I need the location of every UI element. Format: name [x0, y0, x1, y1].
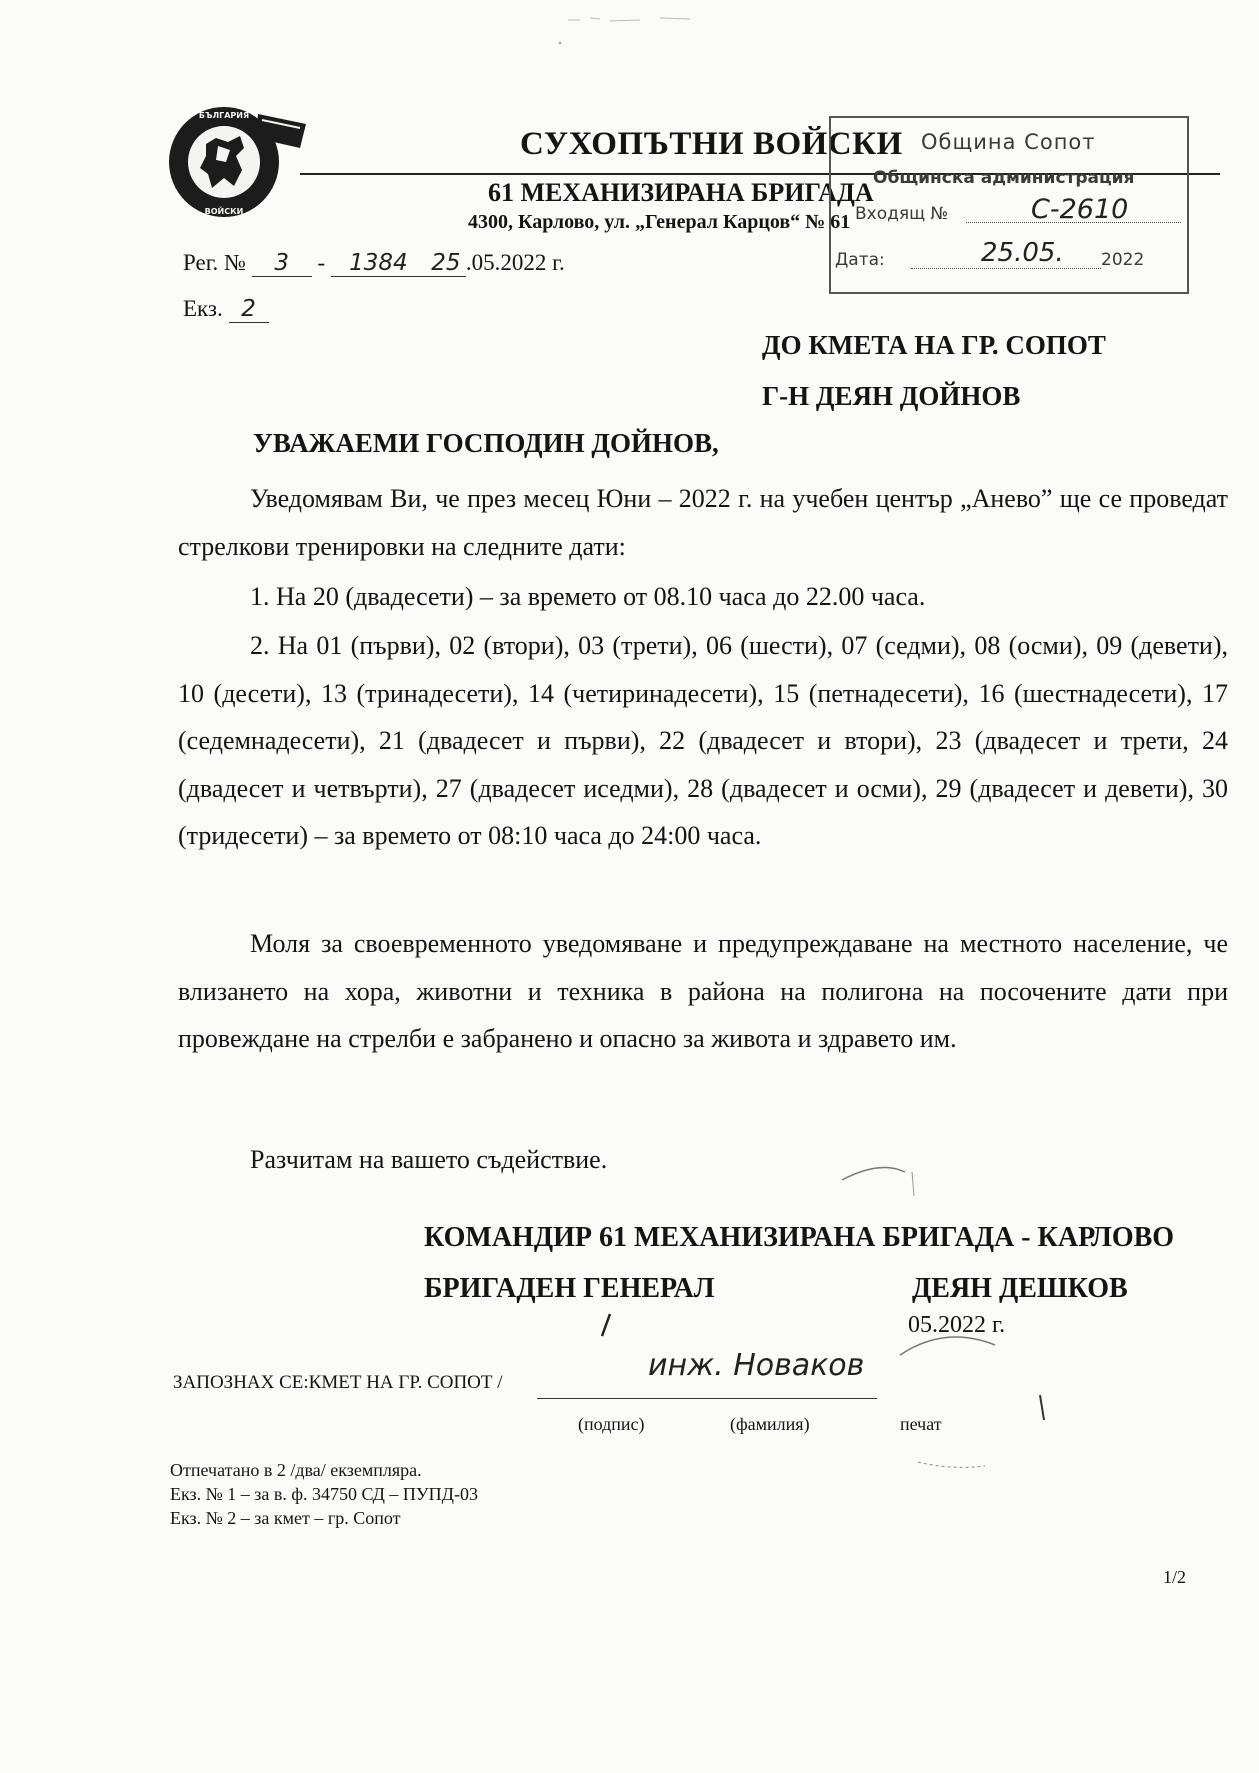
svg-text:БЪЛГАРИЯ: БЪЛГАРИЯ: [198, 111, 250, 120]
copy-number: [183, 296, 269, 323]
svg-text:ВОЙСКИ: ВОЙСКИ: [204, 207, 244, 216]
incoming-stamp: [829, 116, 1189, 294]
stamp-date-value: 25.05.: [981, 238, 1064, 268]
paragraph-notice-text: Уведомявам Ви, че през месец Юни – 2022 г. на учебен център „Анево” ще се проведат стрелкови тренировки на следните дати:: [178, 484, 1228, 561]
copy-prefix: Екз.: [183, 296, 223, 321]
signature-stroke: [592, 1310, 622, 1340]
signatory-name: ДЕЯН ДЕШКОВ: [912, 1273, 1128, 1304]
reg-num-2: 1384: [331, 250, 426, 277]
stamp-date-label: Дата:: [835, 250, 885, 270]
reg-num-1: 3: [252, 250, 312, 277]
paragraph-notice: [178, 475, 1228, 570]
list-item-2-text: 2. На 01 (първи), 02 (втори), 03 (трети), 06 (шести), 07 (седми), 08 (осми), 09 (девети), 10 (десети), 13 (тринадесети), 14 (четиринадесети), 15 (петнадесети), 16 (шестнадесети), 17 (седемнадесети), 21 (двадесет и първи), 22 (двадесет и втори), 23 (двадесет и трети, 24 (двадесет и четвърти), 27 (двадесет иседми), 28 (двадесет и осми), 29 (двадесет и девети), 30 (тридесети) – за времето от 08:10 часа до 24:00 часа.: [178, 631, 1228, 850]
stamp-administration: Общинска администрация: [873, 168, 1135, 188]
reg-date-suffix: .05.2022 г.: [465, 250, 565, 275]
list-item-2: [178, 622, 1228, 860]
reg-dash: -: [317, 250, 326, 275]
acknowledgement-handwritten: инж. Новаков: [648, 1348, 865, 1383]
list-item-1: [178, 573, 1228, 621]
signature-date: 05.2022 г.: [908, 1312, 1006, 1338]
reg-day: 25: [426, 250, 466, 277]
unit-name: 61 МЕХАНИЗИРАНА БРИГАДА: [488, 178, 874, 207]
stamp-label: печат: [900, 1414, 942, 1434]
addressee-line-2: Г-Н ДЕЯН ДОЙНОВ: [762, 381, 1021, 411]
reg-prefix: Рег. №: [183, 250, 246, 275]
paragraph-request: [178, 920, 1228, 1063]
addressee-line-1: ДО КМЕТА НА ГР. СОПОТ: [762, 330, 1106, 360]
stamp-incoming-label: Входящ №: [855, 204, 949, 224]
acknowledgement-label: ЗАПОЗНАХ СЕ:КМЕТ НА ГР. СОПОТ /: [173, 1372, 503, 1393]
org-name: СУХОПЪТНИ ВОЙСКИ: [520, 126, 903, 162]
footer-copies-note: Отпечатано в 2 /два/ екземпляра.: [170, 1460, 422, 1480]
brigade-logo-icon: [160, 104, 310, 222]
unit-address: 4300, Карлово, ул. „Генерал Карцов“ № 61: [468, 211, 851, 233]
page-number: 1/2: [1163, 1567, 1187, 1587]
family-label: (фамилия): [730, 1414, 810, 1434]
stamp-incoming-value: С-2610: [1031, 194, 1129, 225]
registration-number: [183, 250, 565, 277]
paragraph-request-text: Моля за своевременното уведомяване и предупреждаване на местното население, че влизането на хора, животни и техника в района на полигона на посочените дати при провеждане на стрелби е забранено и опасно за живота и здравето им.: [178, 929, 1228, 1053]
copy-num: 2: [229, 296, 269, 323]
list-item-1-text: 1. На 20 (двадесети) – за времето от 08.10 часа до 22.00 часа.: [250, 582, 926, 611]
paragraph-closing: Разчитам на вашето съдействие.: [250, 1145, 608, 1174]
stamp-dotted-line-2: [911, 268, 1101, 269]
stamp-municipality: Община Сопот: [921, 130, 1096, 154]
salutation: УВАЖАЕМИ ГОСПОДИН ДОЙНОВ,: [253, 428, 719, 458]
signature-label: (подпис): [578, 1414, 645, 1434]
footer-copy-2: Екз. № 2 – за кмет – гр. Сопот: [170, 1508, 401, 1528]
stamp-year: 2022: [1101, 250, 1145, 270]
signatory-title-1: КОМАНДИР 61 МЕХАНИЗИРАНА БРИГАДА - КАРЛОВО: [424, 1222, 1175, 1253]
footer-copy-1: Екз. № 1 – за в. ф. 34750 СД – ПУПД-03: [170, 1484, 478, 1504]
signatory-title-2: БРИГАДЕН ГЕНЕРАЛ: [424, 1273, 715, 1304]
